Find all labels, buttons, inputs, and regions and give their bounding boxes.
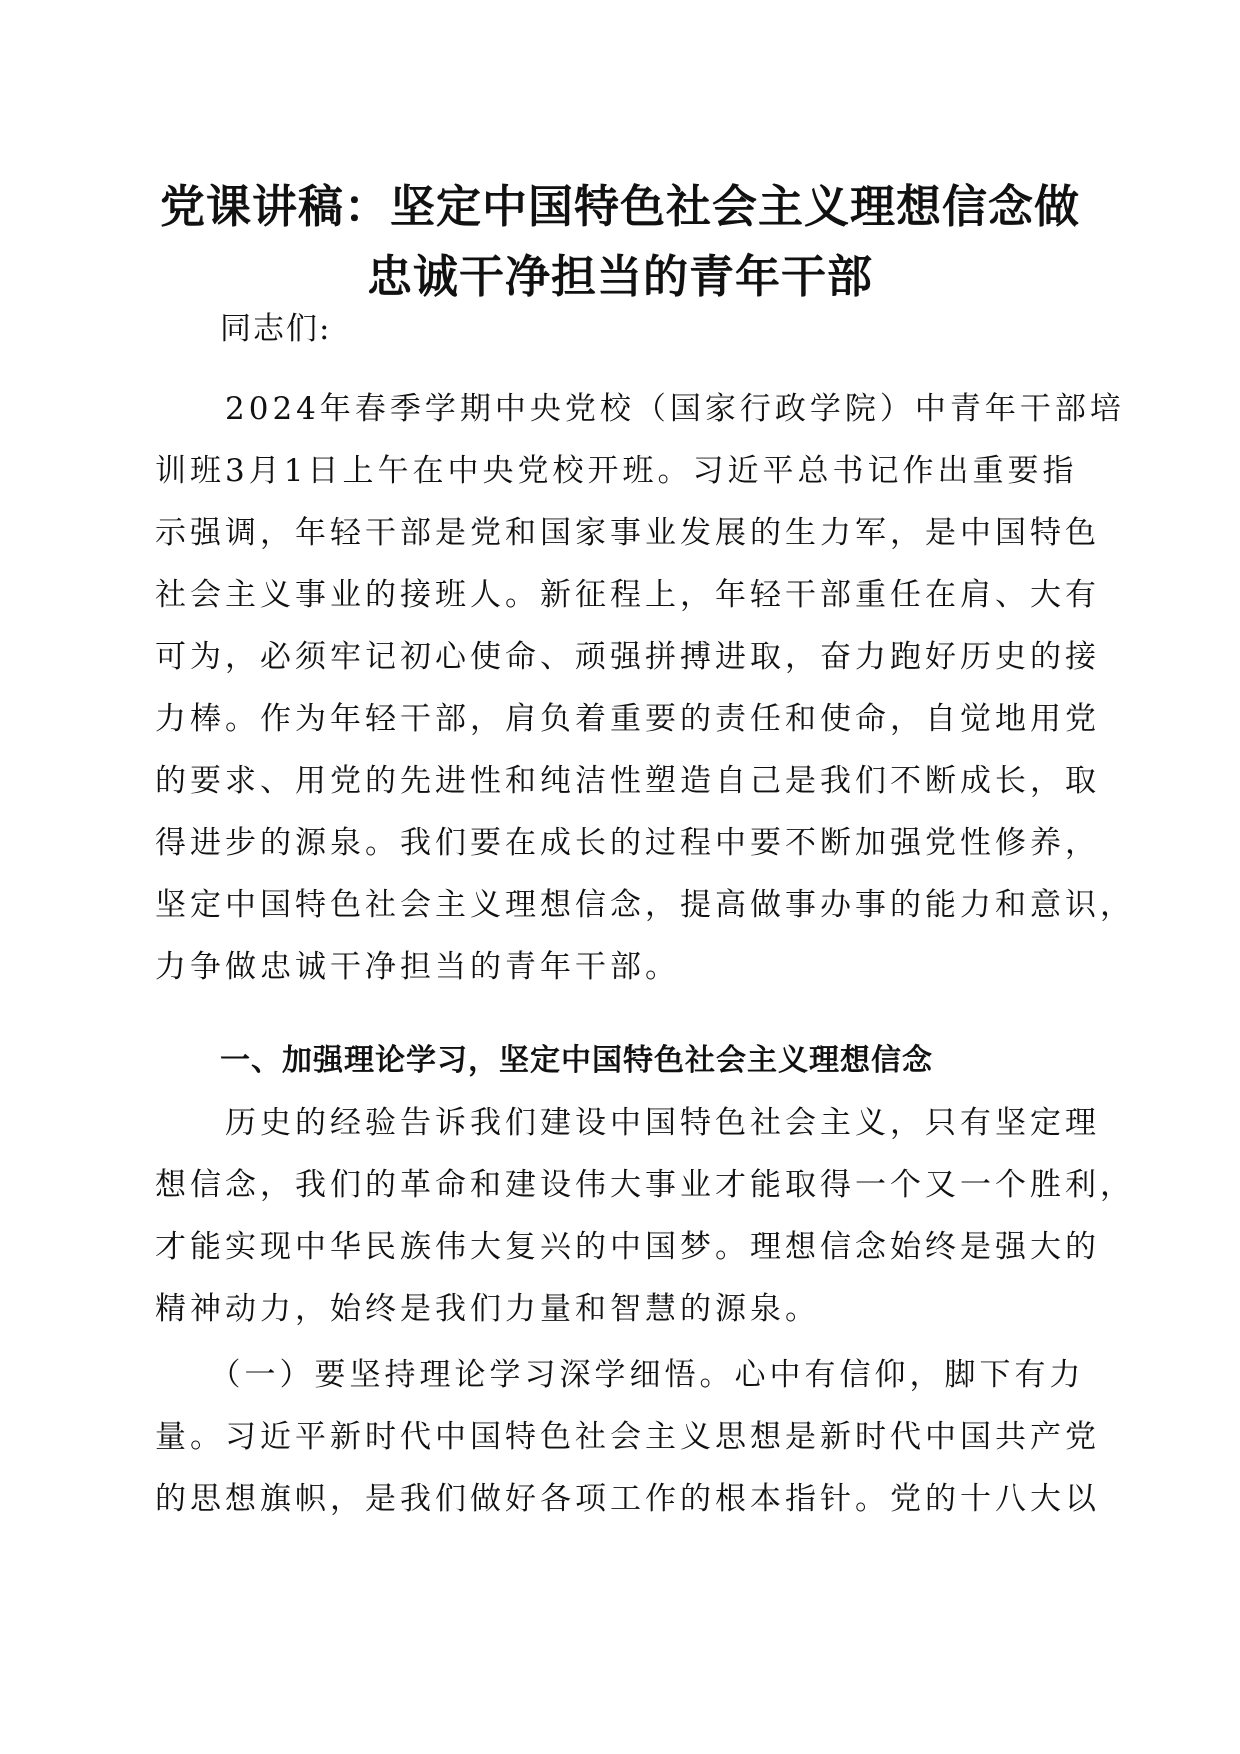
paragraph-line: 得进步的源泉。我们要在成长的过程中要不断加强党性修养，	[155, 825, 1100, 861]
paragraph-line: 社会主义事业的接班人。新征程上，年轻干部重任在肩、大有	[155, 577, 1100, 613]
greeting: 同志们:	[220, 311, 332, 347]
paragraph-line: 才能实现中华民族伟大复兴的中国梦。理想信念始终是强大的	[155, 1229, 1100, 1265]
paragraph-history	[155, 1092, 1135, 1340]
paragraph-line: 的要求、用党的先进性和纯洁性塑造自己是我们不断成长，取	[155, 763, 1100, 799]
paragraph-line: 示强调，年轻干部是党和国家事业发展的生力军，是中国特色	[155, 515, 1100, 551]
paragraph-subsection-1	[155, 1344, 1100, 1530]
paragraph-line: 可为，必须牢记初心使命、顽强拼搏进取，奋力跑好历史的接	[155, 639, 1100, 675]
document-title	[150, 172, 1090, 312]
paragraph-line: 的思想旗帜，是我们做好各项工作的根本指针。党的十八大以	[155, 1481, 1100, 1517]
paragraph-intro	[155, 378, 1135, 998]
paragraph-line: 训班3月1日上午在中央党校开班。习近平总书记作出重要指	[155, 453, 1078, 489]
paragraph-line: 历史的经验告诉我们建设中国特色社会主义，只有坚定理	[155, 1105, 1100, 1141]
paragraph-line: 坚定中国特色社会主义理想信念，提高做事办事的能力和意识，	[155, 887, 1135, 923]
paragraph-line: 量。习近平新时代中国特色社会主义思想是新时代中国共产党	[155, 1419, 1100, 1455]
paragraph-line: 2024年春季学期中央党校（国家行政学院）中青年干部培	[155, 391, 1125, 427]
paragraph-line: 力争做忠诚干净担当的青年干部。	[155, 949, 680, 985]
title-line-1: 党课讲稿：坚定中国特色社会主义理想信念做	[159, 180, 1080, 233]
section-heading: 一、加强理论学习，坚定中国特色社会主义理想信念	[220, 1043, 933, 1078]
paragraph-line: （一）要坚持理论学习深学细悟。心中有信仰，脚下有力	[155, 1357, 1085, 1393]
paragraph-line: 想信念，我们的革命和建设伟大事业才能取得一个又一个胜利，	[155, 1167, 1135, 1203]
paragraph-line: 精神动力，始终是我们力量和智慧的源泉。	[155, 1291, 820, 1327]
title-line-2: 忠诚干净担当的青年干部	[366, 250, 873, 303]
paragraph-line: 力棒。作为年轻干部，肩负着重要的责任和使命，自觉地用党	[155, 701, 1100, 737]
